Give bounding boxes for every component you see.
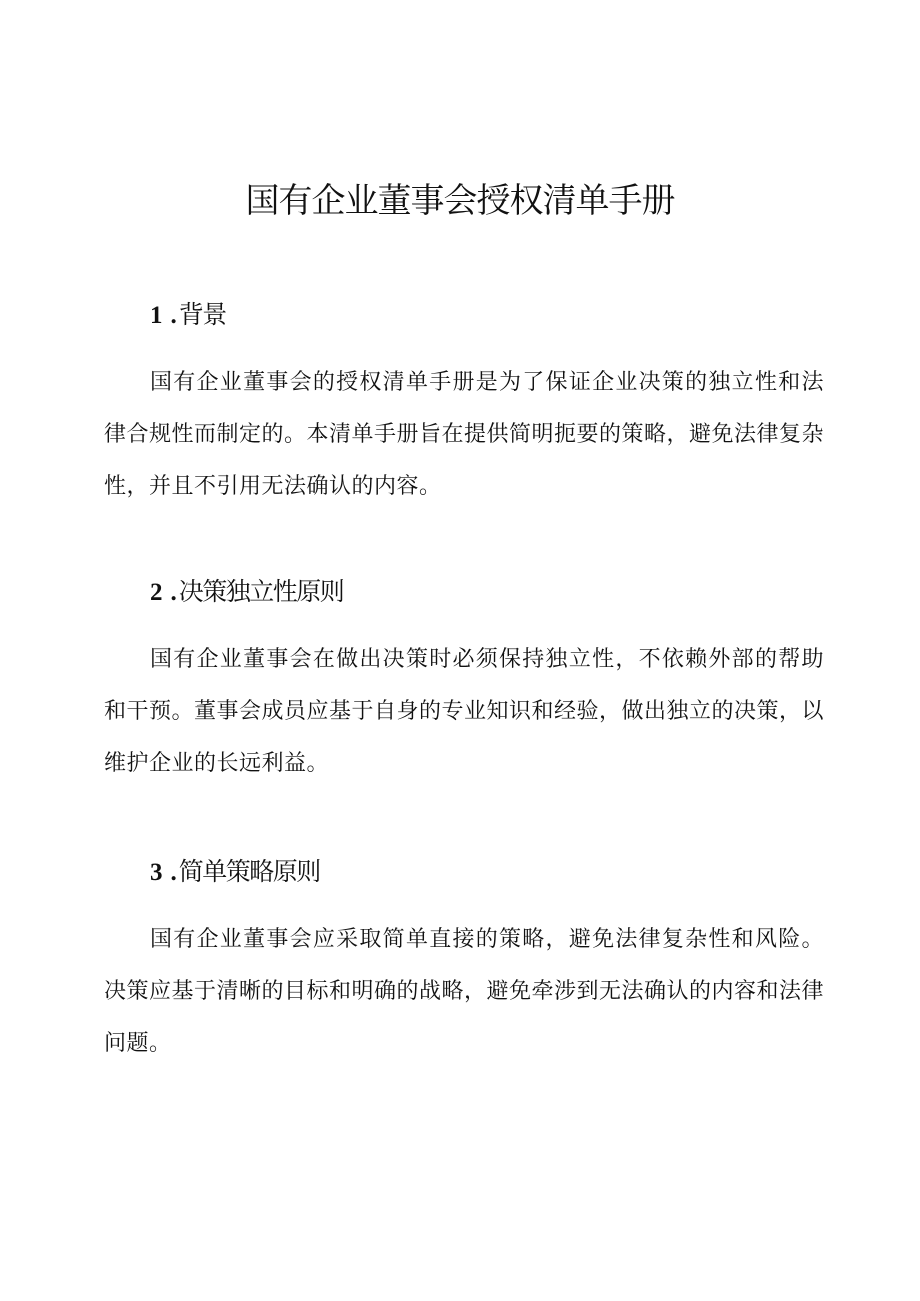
section-simple-strategy [104,852,824,1070]
section-heading [104,295,824,335]
section-paragraph: 国有企业董事会应采取简单直接的策略，避免法律复杂性和风险。决策应基于清晰的目标和明确的战略，避免牵涉到无法确认的内容和法律问题。 [104,927,825,1056]
section-heading [104,852,824,892]
section-number: 2 [150,579,163,606]
document-title: 国有企业董事会授权清单手册 [245,181,675,221]
section-heading [104,572,824,612]
section-number: 1 [150,302,163,329]
section-paragraph: 国有企业董事会在做出决策时必须保持独立性，不依赖外部的帮助和干预。董事会成员应基于自身的专业知识和经验，做出独立的决策，以维护企业的长远利益。 [104,647,825,776]
section-number: 3 [150,859,163,886]
section-separator: . [170,579,177,606]
section-paragraph: 国有企业董事会的授权清单手册是为了保证企业决策的独立性和法律合规性而制定的。本清单手册旨在提供简明扼要的策略，避免法律复杂性，并且不引用无法确认的内容。 [104,370,825,499]
section-title: 背景 [178,300,226,329]
section-decision-independence [104,572,824,790]
section-title: 决策独立性原则 [178,577,344,606]
section-background [104,295,824,513]
section-separator: . [170,302,177,329]
section-separator: . [170,859,177,886]
section-title: 简单策略原则 [178,857,320,886]
